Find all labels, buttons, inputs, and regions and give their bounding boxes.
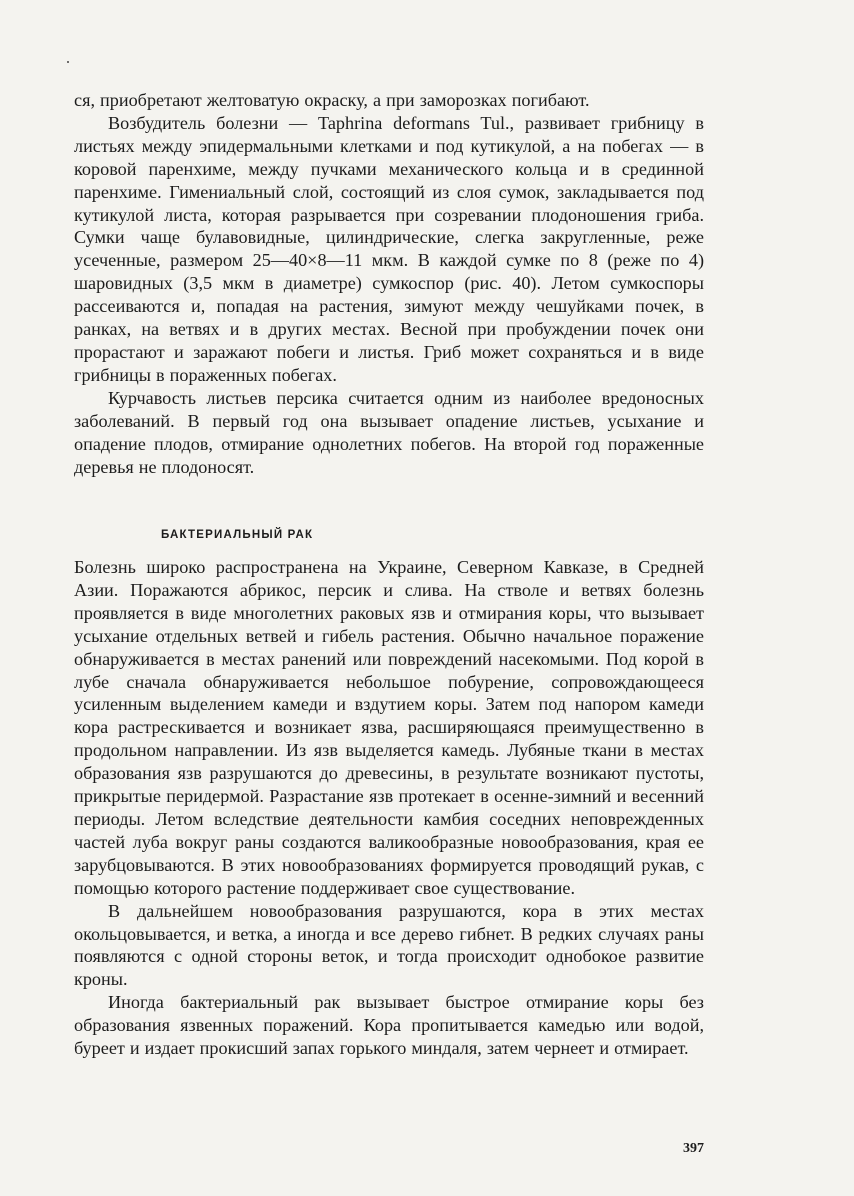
text-block-bottom — [74, 556, 704, 1060]
paragraph-distribution: Болезнь широко распространена на Украине, Северном Кавказе, в Средней Азии. Поражаются абрикос, персик и слива. На стволе и ветвях болезнь проявляется в виде многолетних раковых язв и отмирания коры, что вызывает усыхание отдельных ветвей и гибель растения. Обычно начальное поражение обнаруживается в местах ранений или повреждений насекомыми. Под корой в лубе сначала обнаруживается небольшое побурение, сопровождающееся усиленным выделением камеди и вздутием коры. Затем под напором камеди кора растрескивается и возникает язва, расширяющаяся преимущественно в продольном направлении. Из язв выделяется камедь. Лубяные ткани в местах образования язв разрушаются до древесины, в результате возникают пустоты, прикрытые перидермой. Разрастание язв протекает в осенне-зимний и весенний периоды. Летом вследствие деятельности камбия соседних неповрежденных частей луба вокруг раны создаются валикообразные новообразования, края ее зарубцовываются. В этих новообразованиях формируется проводящий рукав, с помощью которого растение поддерживает свое существование. — [74, 557, 704, 898]
paragraph-development: В дальнейшем новообразования разрушаются, кора в этих местах окольцовывается, и ветка, а иногда и все дерево гибнет. В редких случаях раны появляются с одной стороны веток, и тогда происходит однобокое развитие кроны. — [74, 900, 704, 990]
section-heading: БАКТЕРИАЛЬНЫЙ РАК — [161, 529, 314, 541]
paragraph-rapid-dieback: Иногда бактериальный рак вызывает быстрое отмирание коры без образования язвенных поражений. Кора пропитывается камедью или водой, буреет и издает прокисший запах горького миндаля, затем чернеет и отмирает. — [74, 992, 704, 1059]
paragraph-continuation: ся, приобретают желтоватую окраску, а при заморозках погибают. — [74, 90, 590, 110]
paragraph-pathogen: Возбудитель болезни — Taphrina deformans Tul., развивает грибницу в листьях между эпидермальными клетками и под кутикулой, а на побегах — в коровой паренхиме, между пучками механического кольца и в срединной паренхиме. Гимениальный слой, состоящий из слоя сумок, закладывается под кутикулой листа, которая разрывается при созревании плодоношения гриба. Сумки чаще булавовидные, цилиндрические, слегка закругленные, реже усеченные, размером 25—40×8—11 мкм. В каждой сумке по 8 (реже по 4) шаровидных (3,5 мкм в диаметре) сумкоспор (рис. 40). Летом сумкоспоры рассеиваются и, попадая на растения, зимуют между чешуйками почек, в ранках, на ветвях и в других местах. Весной при пробуждении почек они прорастают и заражают побеги и листья. Гриб может сохраняться и в виде грибницы в пораженных побегах. — [74, 112, 704, 385]
paragraph-harmfulness: Курчавость листьев персика считается одним из наиболее вредоносных заболеваний. В первый год она вызывает опадение листьев, усыхание и опадение плодов, отмирание однолетних побегов. На второй год пораженные деревья не плодоносят. — [74, 387, 704, 477]
print-speck — [67, 61, 69, 63]
page-number: 397 — [683, 1141, 704, 1156]
text-block-top — [74, 89, 704, 478]
